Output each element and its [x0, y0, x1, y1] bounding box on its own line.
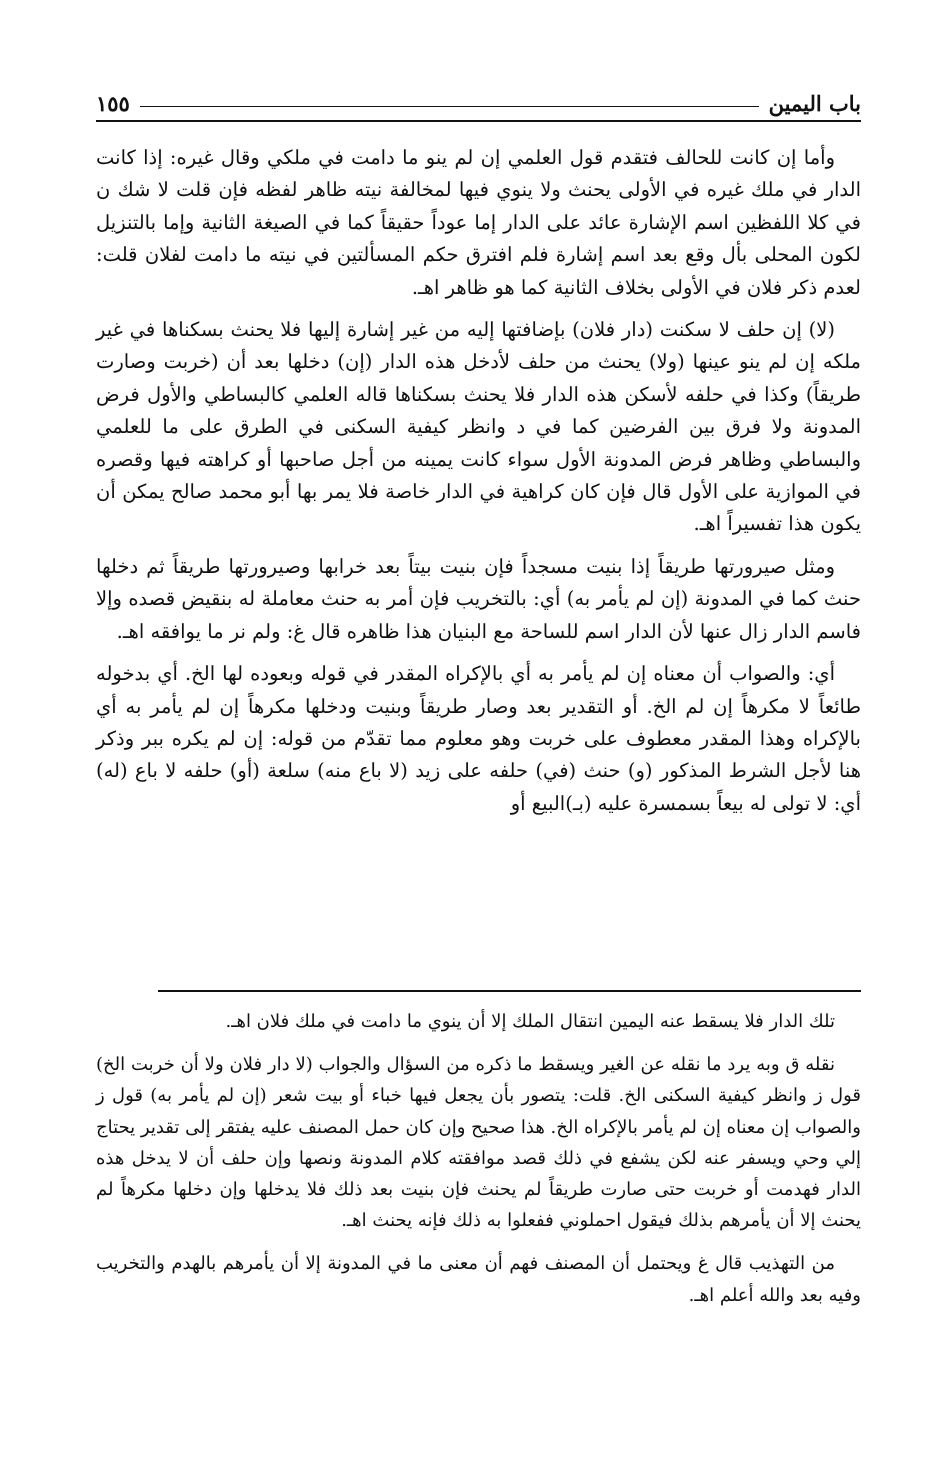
page-number: ١٥٥: [96, 91, 130, 116]
body-paragraph: ومثل صيرورتها طريقاً إذا بنيت مسجداً فإن بنيت بيتاً بعد خرابها وصيرورتها طريقاً ثم دخلها حنث كما في المدونة (إن لم يأمر به) أي: بالتخريب فإن أمر به حنث معاملة له بنقيض قصده وإلا فاسم الدار زال عنها لأن الدار اسم للساحة مع البنيان هذا ظاهره قال غ: ولم نر ما يوافقه اهـ.: [96, 554, 861, 643]
header-rule: [96, 120, 861, 122]
footnote-paragraph: نقله ق وبه يرد ما نقله عن الغير ويسقط ما ذكره من السؤال والجواب (لا دار فلان ولا أن خربت الخ) قول ز وانظر كيفية السكنى الخ. قلت: يتصور بأن يجعل فيها خباء أو بيت شعر (إن لم يأمر به) قول ز والصواب إن معناه إن لم يأمر بالإكراه الخ. هذا صحيح وإن كان حمل المصنف عليه يفتقر إلى تقدير يحتاج إلي وحي ويسفر عنه لكن يشفع في ذلك قصد موافقته كلام المدونة ونصها وإن حلف أن لا يدخل هذه الدار فهدمت أو خربت حتى صارت طريقاً لم يحنث فإن بنيت بعد ذلك فلا يدخلها وإن دخلها مكرهاً لم يحنث إلا أن يأمرهم بذلك فيقول احملوني ففعلوا به ذلك فإنه يحنث اهـ.: [96, 1054, 861, 1232]
running-header: [96, 82, 861, 116]
footnotes: [96, 1006, 861, 1311]
header-leader-line: [140, 106, 759, 107]
body-paragraph: وأما إن كانت للحالف فتقدم قول العلمي إن لم ينو ما دامت في ملكي وقال غيره: إذا كانت الدار في ملك غيره في الأولى يحنث ولا ينوي فيها لمخالفة نيته ظاهر لفظه فإن قلت لا شك ن في كلا اللفظين اسم الإشارة عائد على الدار إما عوداً حقيقاً كما في الصيغة الثانية وإما بالتنزيل لكون المحلى بأل وقع بعد اسم إشارة فلم افترق حكم المسألتين في نيته ما دامت لفلان قلت: لعدم ذكر فلان في الأولى بخلاف الثانية كما هو ظاهر اهـ.: [96, 146, 861, 299]
chapter-title: باب اليمين: [768, 91, 861, 116]
footnote-paragraph: من التهذيب قال غ ويحتمل أن المصنف فهم أن معنى ما في المدونة إلا أن يأمرهم بالهدم والتخريب وفيه بعد والله أعلم اهـ.: [96, 1253, 861, 1306]
footnote-paragraph: تلك الدار فلا يسقط عنه اليمين انتقال الملك إلا أن ينوي ما دامت في ملك فلان اهـ.: [225, 1011, 835, 1032]
body-paragraph: (لا) إن حلف لا سكنت (دار فلان) بإضافتها إليه من غير إشارة إليها فلا يحنث بسكناها في غير ملكه إن لم ينو عينها (ولا) يحنث من حلف لأدخل هذه الدار (إن) دخلها بعد أن (خربت وصارت طريقاً) وكذا في حلفه لأسكن هذه الدار فلا يحنث بسكناها قاله العلمي كالبساطي والأول فرض المدونة ولا فرق بين الفرضين كما في د وانظر كيفية السكنى في الطرق على ما للعلمي والبساطي وظاهر فرض المدونة الأول سواء كانت يمينه من أجل صاحبها أو كراهته فيها وقصره في الموازية على الأول قال فإن كان كراهية في الدار خاصة فلا يمر بها أبو محمد صالح يمكن أن يكون هذا تفسيراً اهـ.: [96, 318, 861, 536]
main-text: [96, 142, 861, 820]
footnote-separator: [158, 990, 861, 992]
body-paragraph: أي: والصواب أن معناه إن لم يأمر به أي بالإكراه المقدر في قوله وبعوده لها الخ. أي بدخوله طائعاً لا مكرهاً إن لم الخ. أو التقدير بعد وصار طريقاً وبنيت ودخلها مكرهاً إن لم يأمر به أي بالإكراه وهذا المقدر معطوف على خربت وهو معلوم مما تقدّم من قوله: إن لم يكره ببر وذكر هنا لأجل الشرط المذكور (و) حنث (في) حلفه على زيد (لا باع منه) سلعة (أو) حلفه لا باع (له) أي: لا تولى له بيعاً بسمسرة عليه (بـ)البيع أو: [96, 662, 861, 815]
